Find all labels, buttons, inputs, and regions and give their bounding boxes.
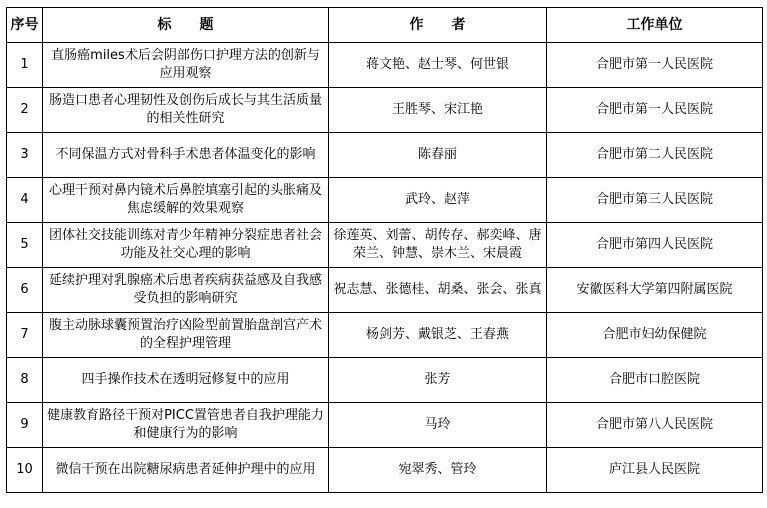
- table-row: [7, 43, 763, 88]
- row-authors: 武玲、赵萍: [329, 178, 547, 223]
- row-authors: 祝志慧、张德桂、胡桑、张会、张真: [329, 268, 547, 313]
- row-title: 不同保温方式对骨科手术患者体温变化的影响: [43, 133, 329, 178]
- table-row: [7, 448, 763, 493]
- row-no: 8: [7, 358, 43, 403]
- header-title: 标 题: [43, 8, 329, 43]
- table-row: [7, 268, 763, 313]
- row-authors: 杨剑芳、戴银芝、王春燕: [329, 313, 547, 358]
- row-title: 团体社交技能训练对青少年精神分裂症患者社会功能及社交心理的影响: [43, 223, 329, 268]
- row-unit: 合肥市妇幼保健院: [547, 313, 763, 358]
- row-unit: 合肥市第八人民医院: [547, 403, 763, 448]
- row-authors: 宛翠秀、管玲: [329, 448, 547, 493]
- award-table: [6, 7, 763, 493]
- table-header-row: [7, 8, 763, 43]
- row-no: 9: [7, 403, 43, 448]
- row-authors: 马玲: [329, 403, 547, 448]
- row-no: 6: [7, 268, 43, 313]
- header-no: 序号: [7, 8, 43, 43]
- row-unit: 庐江县人民医院: [547, 448, 763, 493]
- row-unit: 合肥市第三人民医院: [547, 178, 763, 223]
- row-authors: 蒋文艳、赵士琴、何世银: [329, 43, 547, 88]
- row-title: 腹主动脉球囊预置治疗凶险型前置胎盘剖宫产术的全程护理管理: [43, 313, 329, 358]
- row-title: 延续护理对乳腺癌术后患者疾病获益感及自我感受负担的影响研究: [43, 268, 329, 313]
- row-title: 直肠癌miles术后会阴部伤口护理方法的创新与应用观察: [43, 43, 329, 88]
- table-row: [7, 133, 763, 178]
- row-no: 3: [7, 133, 43, 178]
- table-row: [7, 178, 763, 223]
- row-title: 微信干预在出院糖尿病患者延伸护理中的应用: [43, 448, 329, 493]
- row-authors: 张芳: [329, 358, 547, 403]
- table-row: [7, 88, 763, 133]
- row-no: 7: [7, 313, 43, 358]
- table-row: [7, 403, 763, 448]
- row-unit: 合肥市第一人民医院: [547, 88, 763, 133]
- row-authors: 徐莲英、刘蕾、胡传存、郝奕峰、唐荣兰、钟慧、崇木兰、宋晨霞: [329, 223, 547, 268]
- row-unit: 安徽医科大学第四附属医院: [547, 268, 763, 313]
- row-authors: 王胜琴、宋江艳: [329, 88, 547, 133]
- table-row: [7, 358, 763, 403]
- row-unit: 合肥市第一人民医院: [547, 43, 763, 88]
- row-no: 4: [7, 178, 43, 223]
- header-unit: 工作单位: [547, 8, 763, 43]
- row-unit: 合肥市口腔医院: [547, 358, 763, 403]
- header-authors: 作 者: [329, 8, 547, 43]
- row-title: 心理干预对鼻内镜术后鼻腔填塞引起的头胀痛及焦虑缓解的效果观察: [43, 178, 329, 223]
- table-row: [7, 313, 763, 358]
- row-no: 10: [7, 448, 43, 493]
- row-unit: 合肥市第四人民医院: [547, 223, 763, 268]
- row-authors: 陈春丽: [329, 133, 547, 178]
- row-title: 肠造口患者心理韧性及创伤后成长与其生活质量的相关性研究: [43, 88, 329, 133]
- row-no: 1: [7, 43, 43, 88]
- row-no: 2: [7, 88, 43, 133]
- row-title: 健康教育路径干预对PICC置管患者自我护理能力和健康行为的影响: [43, 403, 329, 448]
- row-unit: 合肥市第二人民医院: [547, 133, 763, 178]
- row-no: 5: [7, 223, 43, 268]
- table-row: [7, 223, 763, 268]
- row-title: 四手操作技术在透明冠修复中的应用: [43, 358, 329, 403]
